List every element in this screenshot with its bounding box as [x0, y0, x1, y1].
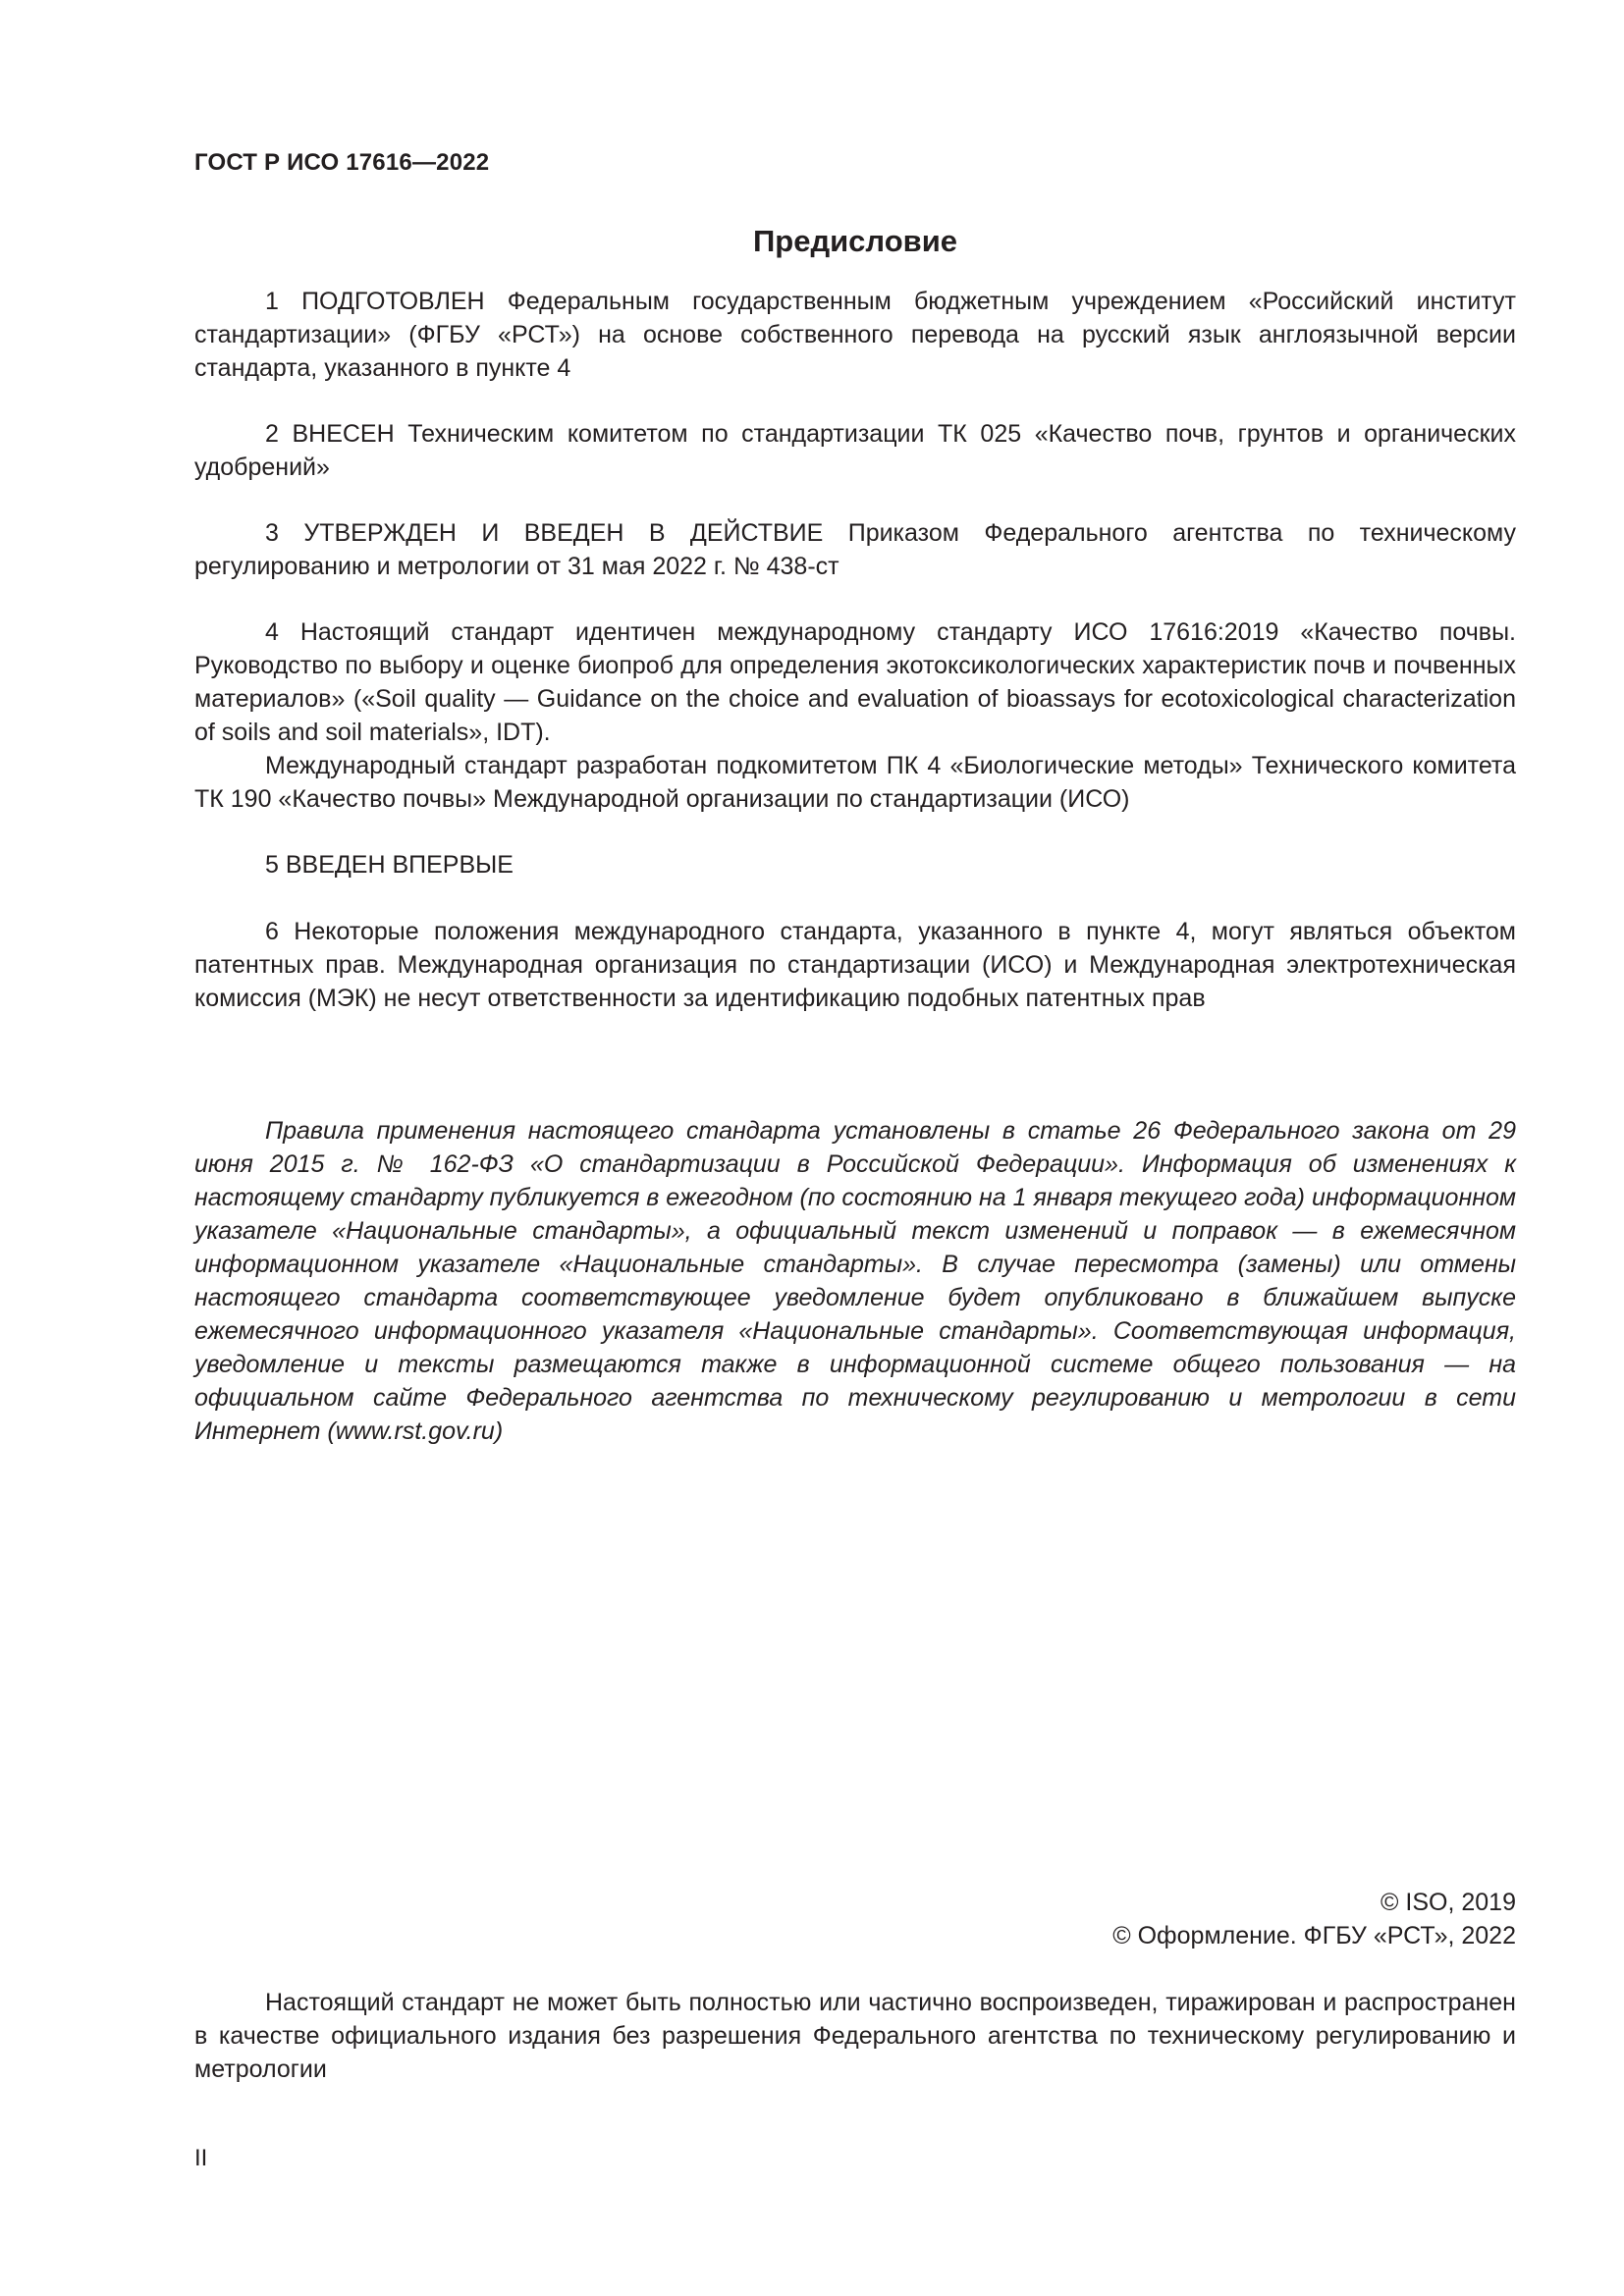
foreword-item-4-note: Международный стандарт разработан подкомитетом ПК 4 «Биологические методы» Технического комитета ТК 190 «Качество почвы» Международной организации по стандартизации (ИСО) — [194, 752, 1516, 813]
foreword-item-6: 6 Некоторые положения международного стандарта, указанного в пункте 4, могут являться объектом патентных прав. Международная организация по стандартизации (ИСО) и Международная электротехническая комиссия (МЭК) не несут ответственности за идентификацию подобных патентных прав — [194, 918, 1516, 1012]
copyright-iso: © ISO, 2019 — [1380, 1889, 1516, 1916]
foreword-item-2: 2 ВНЕСЕН Техническим комитетом по стандартизации ТК 025 «Качество почв, грунтов и органических удобрений» — [194, 420, 1516, 481]
rules-notice: Правила применения настоящего стандарта установлены в статье 26 Федерального закона от 29 июня 2015 г. № 162-ФЗ «О стандартизации в Российской Федерации». Информация об изменениях к настоящему стандарту публикуется в ежегодном (по состоянию на 1 января текущего года) информационном указателе «Национальные стандарты», а официальный текст изменений и поправок — в ежемесячном информационном указателе «Национальные стандарты». В случае пересмотра (замены) или отмены настоящего стандарта соответствующее уведомление будет опубликовано в ближайшем выпуске ежемесячного информационного указателя «Национальные стандарты». Соответствующая информация, уведомление и тексты размещаются также в информационной системе общего пользования — на официальном сайте Федерального агентства по техническому регулированию и метрологии в сети Интернет (www.rst.gov.ru) — [194, 1117, 1517, 1445]
foreword-item-5: 5 ВВЕДЕН ВПЕРВЫЕ — [265, 851, 514, 879]
document-page — [194, 0, 1516, 2296]
document-code-header: ГОСТ Р ИСО 17616—2022 — [194, 149, 490, 176]
page-title: Предисловие — [752, 224, 957, 258]
foreword-item-4: 4 Настоящий стандарт идентичен международному стандарту ИСО 17616:2019 «Качество почвы. Руководство по выбору и оценке биопроб для определения экотоксикологических характеристик почв и почвенных материалов» («Soil quality — Guidance on the choice and evaluation of bioassays for ecotoxicological characterization of soils and soil materials», IDT). — [194, 618, 1516, 746]
page-number: II — [194, 2145, 208, 2171]
copyright-design: © Оформление. ФГБУ «РСТ», 2022 — [1112, 1922, 1516, 1949]
foreword-item-1: 1 ПОДГОТОВЛЕН Федеральным государственным бюджетным учреждением «Российский институт стандартизации» (ФГБУ «РСТ») на основе собственного перевода на русский язык англоязычной версии стандарта, указанного в пункте 4 — [194, 288, 1516, 382]
reproduction-notice: Настоящий стандарт не может быть полностью или частично воспроизведен, тиражирован и распространен в качестве официального издания без разрешения Федерального агентства по техническому регулированию и метрологии — [194, 1989, 1516, 2083]
foreword-item-3: 3 УТВЕРЖДЕН И ВВЕДЕН В ДЕЙСТВИЕ Приказом Федерального агентства по техническому регулированию и метрологии от 31 мая 2022 г. № 438-ст — [194, 519, 1516, 580]
